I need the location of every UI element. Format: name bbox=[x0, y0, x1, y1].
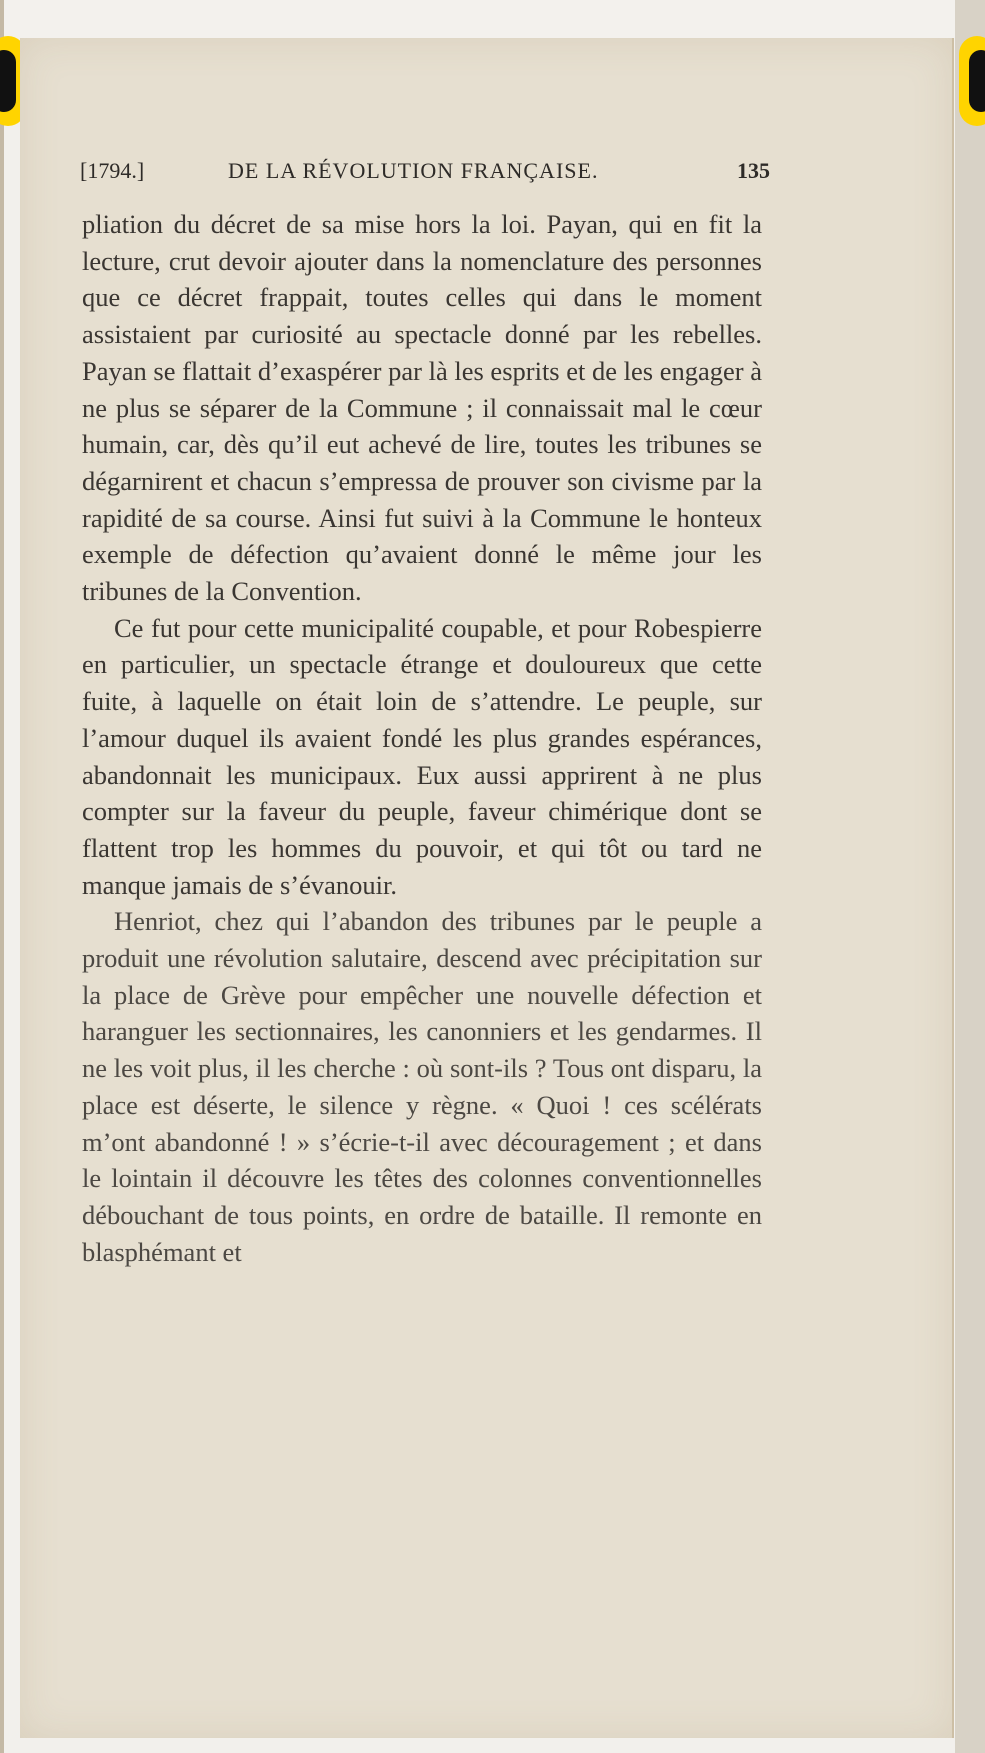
scan-top-strip bbox=[0, 0, 985, 38]
running-header bbox=[80, 158, 770, 190]
paragraph-1: pliation du décret de sa mise hors la loi. Payan, qui en fit la lecture, crut devoir ajouter dans la nomenclature des personnes que ce décret frappait, toutes celles qui dans le moment assistaient par curiosité au spectacle donné par les rebelles. Payan se flattait d’exaspérer par là les esprits et de les engager à ne plus se séparer de la Commune ; il connaissait mal le cœur humain, car, dès qu’il eut achevé de lire, toutes les tribunes se dégarnirent et chacun s’empressa de prouver son civisme par la rapidité de sa course. Ainsi fut suivi à la Commune le honteux exemple de défection qu’avaient donné le même jour les tribunes de la Convention. bbox=[82, 209, 762, 607]
right-badge-icon bbox=[959, 36, 985, 126]
body-text bbox=[82, 206, 762, 1270]
header-title: DE LA RÉVOLUTION FRANÇAISE. bbox=[228, 158, 599, 183]
paragraph-2: Ce fut pour cette municipalité coupable, et pour Robespierre en particulier, un spectacle étrange et douloureux que cette fuite, à laquelle on était loin de s’attendre. Le peuple, sur l’amour duquel ils avaient fondé les plus grandes espérances, abandonnait les municipaux. Eux aussi apprirent à ne plus compter sur la faveur du peuple, faveur chimérique dont se flattent trop les hommes du pouvoir, et qui tôt ou tard ne manque jamais de s’évanouir. bbox=[82, 612, 762, 900]
book-left-edge bbox=[0, 0, 4, 1753]
paragraph-3: Henriot, chez qui l’abandon des tribunes par le peuple a produit une révolution salutaire, descend avec précipitation sur la place de Grève pour empêcher une nouvelle défection et haranguer les sectionnaires, les canonniers et les gendarmes. Il ne les voit plus, il les cherche : où sont-ils ? Tous ont disparu, la place est déserte, le silence y règne. « Quoi ! ces scélérats m’ont abandonné ! » s’écrie-t-il avec découragement ; et dans le lointain il découvre les têtes des colonnes conventionnelles débouchant de tous points, en ordre de bataille. Il remonte en blasphémant et bbox=[82, 906, 762, 1267]
scan-right-margin bbox=[955, 0, 985, 1753]
header-year: [1794.] bbox=[80, 158, 145, 183]
page-number: 135 bbox=[737, 158, 770, 183]
